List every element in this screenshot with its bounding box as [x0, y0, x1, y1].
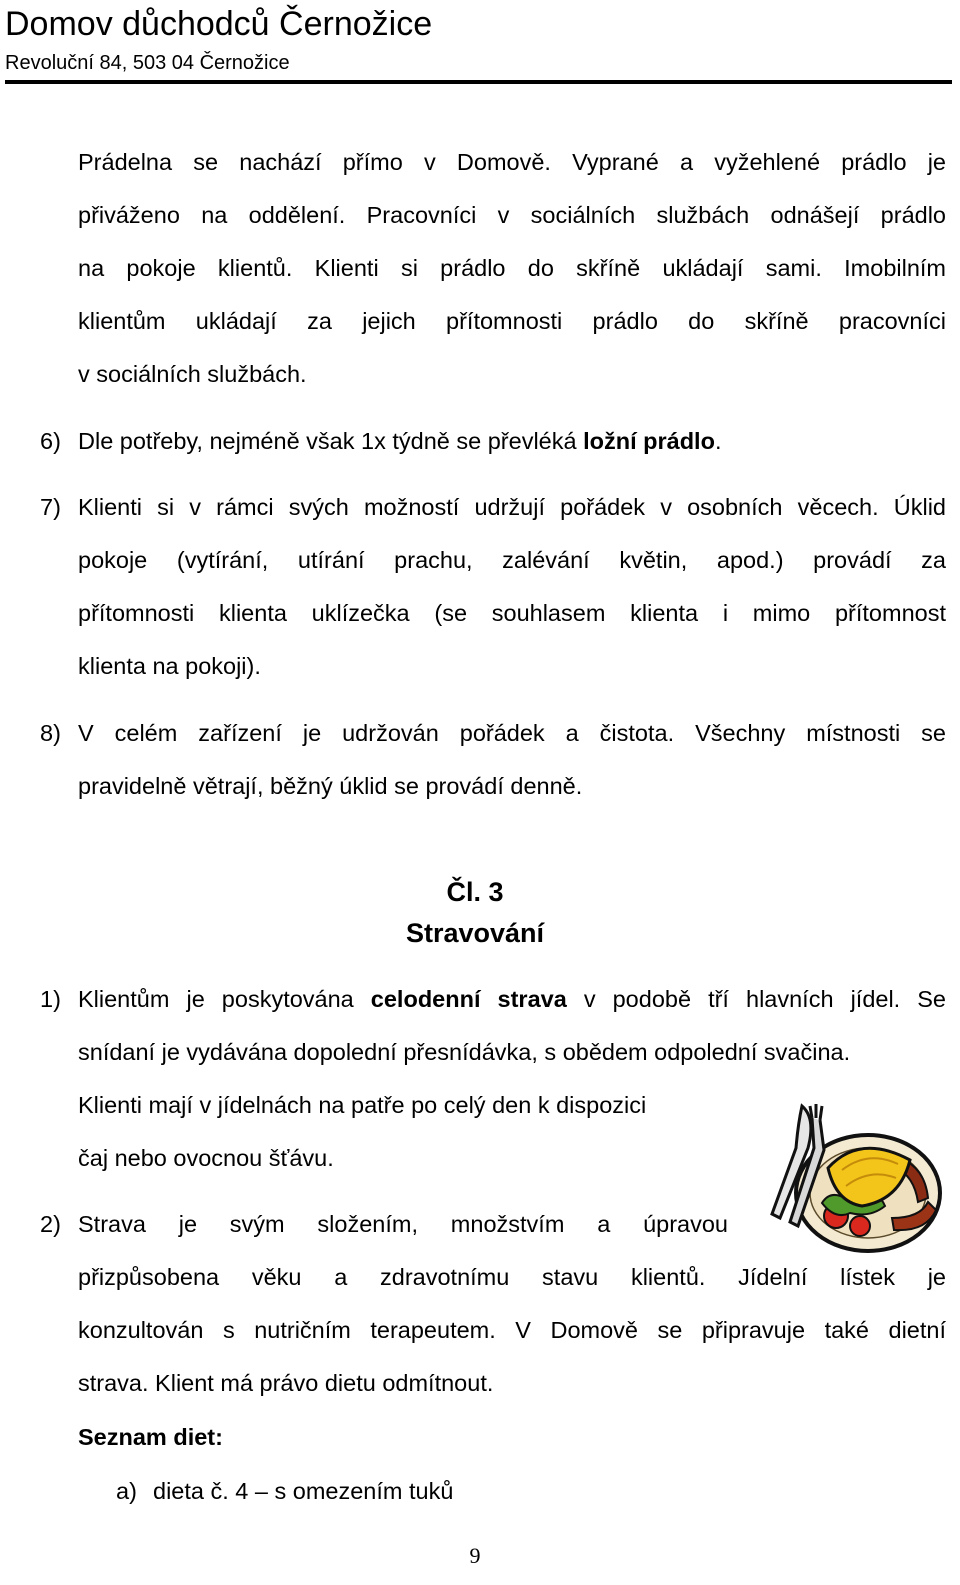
food-plate-cutlery-icon — [750, 1098, 945, 1258]
page-header — [5, 0, 950, 76]
text-line: konzultován s nutričním terapeutem. V Domově se připravuje také dietní — [78, 1317, 946, 1343]
text-line: přizpůsobena věku a zdravotnímu stavu klientů. Jídelní lístek je — [78, 1264, 946, 1290]
item-number: 6) — [40, 428, 61, 454]
text-line: v sociálních službách. — [78, 361, 307, 387]
text-line: Prádelna se nachází přímo v Domově. Vyprané a vyžehlené prádlo je — [78, 149, 946, 175]
article-title: Stravování — [405, 918, 545, 948]
text-line: pravidelně větrají, běžný úklid se provádí denně. — [78, 773, 583, 799]
text-line: čaj nebo ovocnou šťávu. — [78, 1145, 334, 1171]
item-6-text: Dle potřeby, nejméně však 1x týdně se převléká — [78, 428, 584, 454]
item-number: 8) — [40, 720, 61, 746]
item-number: 7) — [40, 494, 61, 520]
item-8 — [78, 707, 946, 813]
text-line: klienta na pokoji). — [78, 653, 261, 679]
text-line: přiváženo na oddělení. Pracovníci v sociálních službách odnášejí prádlo — [78, 202, 946, 228]
item-number: 2) — [40, 1211, 61, 1237]
item-number: 1) — [40, 986, 61, 1012]
text-line: přítomnosti klienta uklízečka (se souhlasem klienta i mimo přítomnost — [78, 600, 946, 626]
header-title: Domov důchodců Černožice — [5, 5, 433, 43]
diet-item: dieta č. 4 – s omezením tuků — [153, 1478, 454, 1504]
text-line: klientům ukládají za jejich přítomnosti prádlo do skříně pracovníci — [78, 308, 946, 334]
text-line: pokoje (vytírání, utírání prachu, zalévání květin, apod.) provádí za — [78, 547, 946, 573]
text-line: V celém zařízení je udržován pořádek a čistota. Všechny místnosti se — [78, 720, 946, 746]
text-line: na pokoje klientů. Klienti si prádlo do skříně ukládají sami. Imobilním — [78, 255, 946, 281]
item-6-end: . — [714, 428, 722, 454]
diet-letter: a) — [116, 1478, 137, 1504]
text-line: Strava je svým složením, množstvím a úpravou — [78, 1211, 728, 1237]
item-6-bold: ložní prádlo — [583, 428, 715, 454]
header-rule — [5, 80, 952, 84]
laundry-paragraph — [78, 136, 946, 401]
text-line: snídaní je vydávána dopolední přesnídávka, s obědem odpolední svačina. — [78, 1039, 851, 1065]
page-number: 9 — [469, 1543, 481, 1568]
item-6 — [78, 415, 946, 468]
item-7 — [78, 481, 946, 693]
meal-1-text-end: v podobě tří hlavních jídel. Se — [566, 986, 946, 1012]
text-line: Klienti si v rámci svých možností udržují pořádek v osobních věcech. Úklid — [78, 494, 946, 520]
meal-1-bold: celodenní strava — [370, 986, 567, 1012]
meal-1-text: Klientům je poskytována — [78, 986, 371, 1012]
article-number: Čl. 3 — [446, 877, 504, 907]
text-line — [78, 415, 946, 468]
header-address: Revoluční 84, 503 04 Černožice — [5, 52, 290, 74]
text-line: Klienti mají v jídelnách na patře po celý den k dispozici — [78, 1092, 647, 1118]
diet-list-title: Seznam diet: — [78, 1424, 223, 1450]
text-line: strava. Klient má právo dietu odmítnout. — [78, 1370, 494, 1396]
text-line — [78, 973, 946, 1026]
